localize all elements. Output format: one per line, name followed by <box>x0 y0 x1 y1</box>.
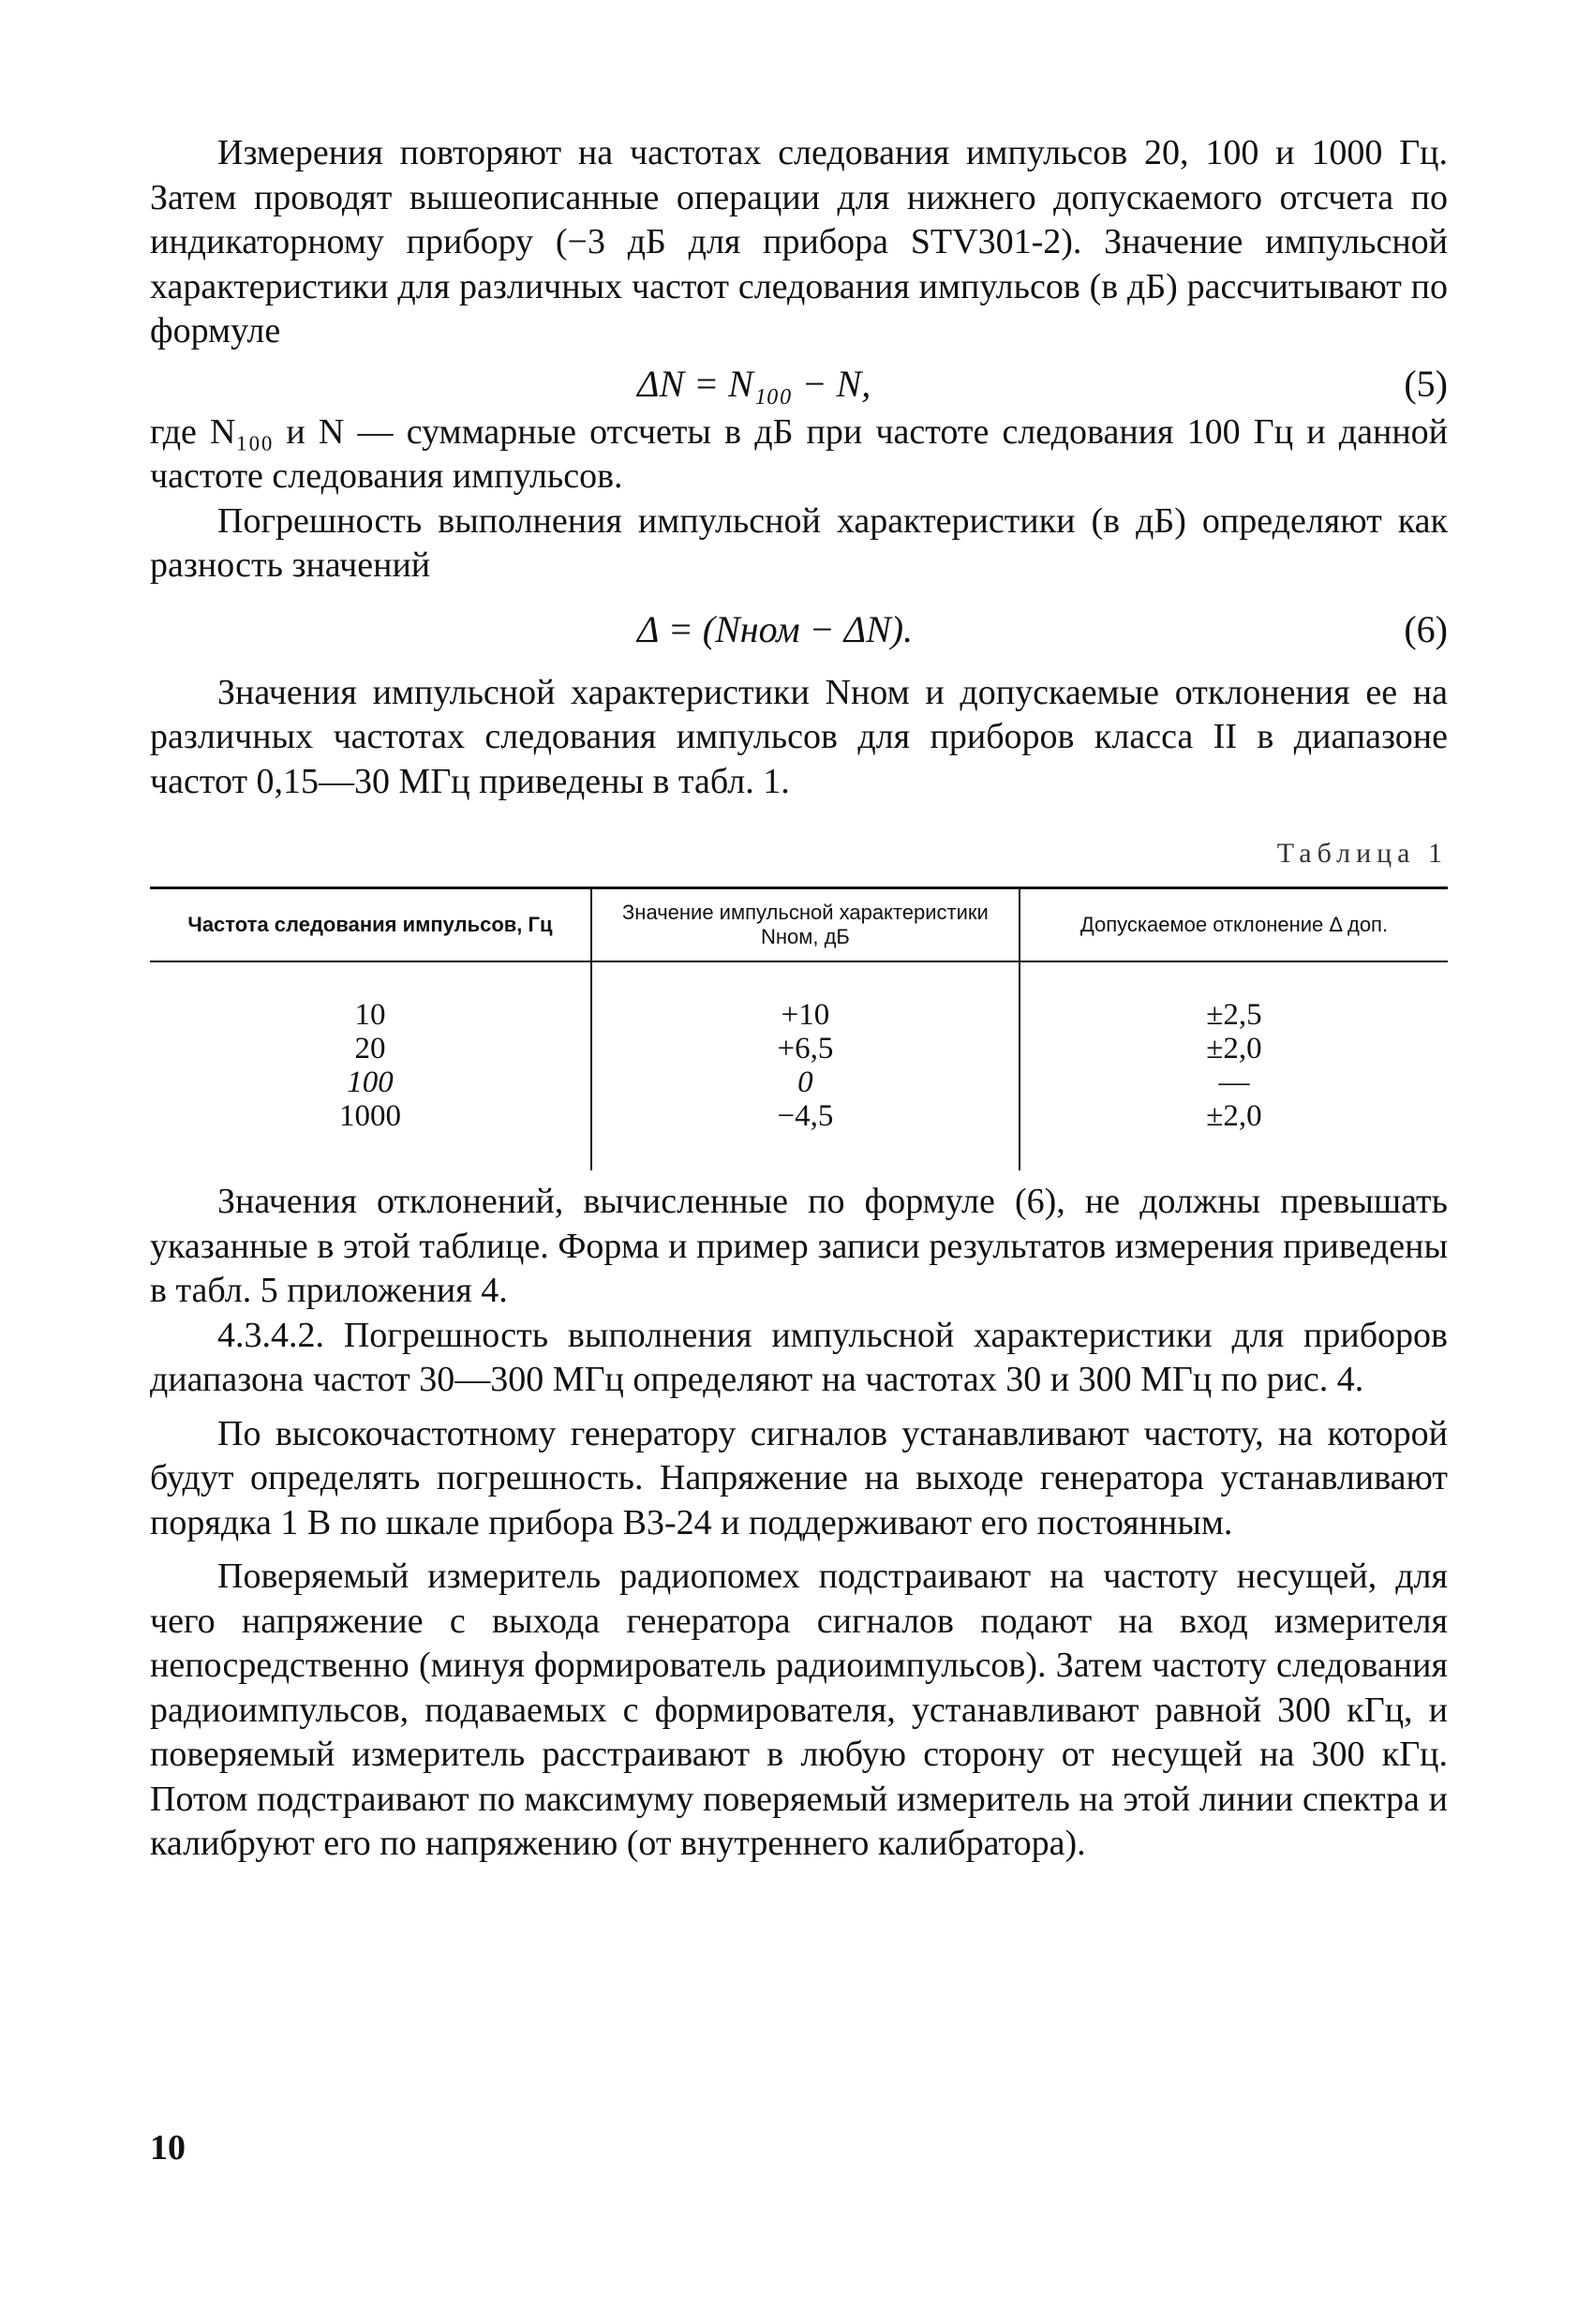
formula-5 <box>150 354 1448 410</box>
table-cell: — <box>1218 1065 1250 1099</box>
table-cell: 100 <box>347 1065 394 1099</box>
table-column-frequency <box>150 961 591 1170</box>
formula-6-number: (6) <box>1404 607 1448 650</box>
table-header-deviation: Допускаемое отклонение Δ доп. <box>1020 888 1448 962</box>
formula-6 <box>150 588 1448 662</box>
table-row <box>150 961 1448 1170</box>
table-cell: −4,5 <box>777 1099 834 1133</box>
paragraph-1: Измерения повторяют на частотах следования импульсов 20, 100 и 1000 Гц. Затем проводят вышеописанные операции для нижнего допускаемого отсчета по индикаторному прибору (−3 дБ для прибора STV301-2). Значение импульсной характеристики для различных частот следования импульсов (в дБ) рассчитывают по формуле <box>150 133 1448 350</box>
paragraph-6: 4.3.4.2. Погрешность выполнения импульсной характеристики для приборов диапазона частот 30—300 МГц определяют на частотах 30 и 300 МГц по рис. 4. <box>150 1315 1448 1399</box>
page-number: 10 <box>150 2128 186 2168</box>
formula-5-expression: ΔN = N₁₀₀ − N, <box>637 362 871 405</box>
table-cell: ±2,0 <box>1206 1099 1262 1133</box>
table-1 <box>150 886 1448 1170</box>
table-cell: +10 <box>781 998 830 1032</box>
paragraph-4: Значения импульсной характеристики Nном и допускаемые отклонения ее на различных частотах следования импульсов для приборов класса II в диапазоне частот 0,15—30 МГц приведены в табл. 1. <box>150 672 1448 801</box>
table-cell: 10 <box>354 998 386 1032</box>
table-cell: +6,5 <box>777 1032 834 1065</box>
table-cell: 20 <box>354 1032 386 1065</box>
table-cell: ±2,5 <box>1206 998 1262 1032</box>
table-cell: 1000 <box>338 1099 401 1133</box>
document-page <box>150 131 1448 1867</box>
paragraph-7: По высокочастотному генератору сигналов устанавливают частоту, на которой будут определять погрешность. Напряжение на выходе генератора устанавливают порядка 1 В по шкале прибора В3-24 и поддерживают его постоянным. <box>150 1413 1448 1542</box>
formula-5-number: (5) <box>1404 362 1448 405</box>
table-column-deviation <box>1020 961 1448 1170</box>
formula-6-expression: Δ = (Nном − ΔN). <box>637 607 914 650</box>
paragraph-5: Значения отклонений, вычисленные по формуле (6), не должны превышать указанные в этой таблице. Форма и пример записи результатов измерения приведены в табл. 5 приложения 4. <box>150 1182 1448 1310</box>
paragraph-3: Погрешность выполнения импульсной характеристики (в дБ) определяют как разность значений <box>150 500 1448 585</box>
table-column-value <box>591 961 1020 1170</box>
table-caption: Таблица 1 <box>1276 838 1448 869</box>
table-header-frequency: Частота следования импульсов, Гц <box>150 888 591 962</box>
table-cell: 0 <box>797 1065 813 1099</box>
paragraph-8: Поверяемый измеритель радиопомех подстраивают на частоту несущей, для чего напряжение с выхода генератора сигналов подают на вход измерителя непосредственно (минуя формирователь радиоимпульсов). Затем частоту следования радиоимпульсов, подаваемых с формирователя, устанавливают равной 300 кГц, и поверяемый измеритель расстраивают в любую сторону от несущей на 300 кГц. Потом подстраивают по максимуму поверяемый измеритель на этой линии спектра и калибруют его по напряжению (от внутреннего калибратора). <box>150 1557 1448 1863</box>
table-cell: ±2,0 <box>1206 1032 1262 1065</box>
paragraph-2: где N₁₀₀ и N — суммарные отсчеты в дБ при частоте следования 100 Гц и данной частоте следования импульсов. <box>150 411 1448 496</box>
table-header-row <box>150 888 1448 962</box>
table-header-value: Значение импульсной характеристики Nном, дБ <box>591 888 1020 962</box>
